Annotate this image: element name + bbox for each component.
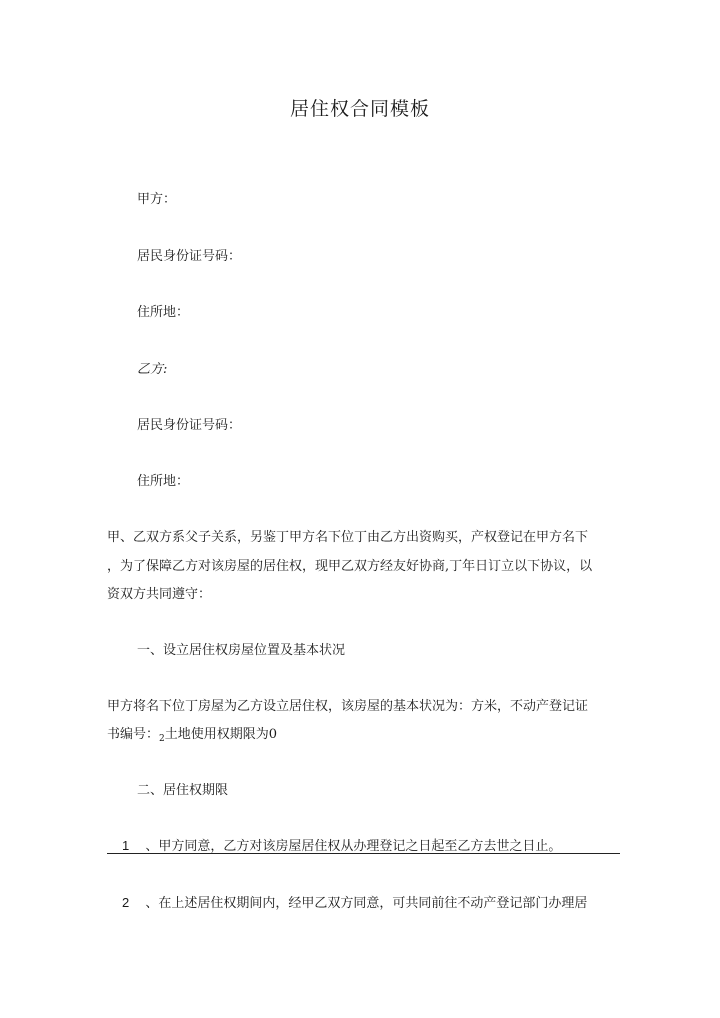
section-2-item-1: [122, 835, 561, 854]
party-a-label: 甲方：: [137, 192, 177, 207]
section-1-line-1: 甲方将名下位丁房屋为乙方设立居住权，该房屋的基本状况为：方米，不动产登记证: [107, 699, 589, 714]
intro-line-1: 甲、乙双方系父子关系，另鉴丁甲方名下位丁由乙方出资购买，产权登记在甲方名下: [107, 530, 589, 545]
horizontal-rule: [107, 853, 620, 854]
party-b-label: 乙方:: [137, 362, 168, 377]
party-b-address-label: 住所地：: [137, 474, 190, 489]
section-1-line-2-prefix: 书编号：: [107, 727, 160, 742]
section-1-line-2-subscript: 2: [159, 734, 165, 744]
item-1-number: 1: [122, 838, 130, 853]
party-b-id-label: 居民身份证号码：: [137, 418, 242, 433]
item-2-number: 2: [122, 895, 130, 910]
section-1-line-2-rest: 土地使用权期限为0: [164, 727, 278, 742]
document-title: 居住权合同模板: [289, 98, 430, 120]
section-1-line-2: [107, 723, 277, 744]
intro-line-3: 资双方共同遵守：: [107, 587, 212, 602]
intro-line-2: ，为了保障乙方对该房屋的居住权，现甲乙双方经友好协商,丁年日订立以下协议，以: [107, 559, 593, 574]
party-a-id-label: 居民身份证号码：: [137, 249, 242, 264]
party-a-address-label: 住所地：: [137, 305, 190, 320]
item-2-text: 、在上述居住权期间内，经甲乙双方同意，可共同前往不动产登记部门办理居: [145, 896, 588, 911]
section-1-heading: 一、设立居住权房屋位置及基本状况: [137, 643, 346, 658]
section-2-heading: 二、居住权期限: [137, 783, 229, 798]
item-1-text: 、甲方同意，乙方对该房屋居住权从办理登记之日起至乙方去世之日止。: [145, 839, 562, 854]
section-2-item-2: [122, 892, 587, 911]
